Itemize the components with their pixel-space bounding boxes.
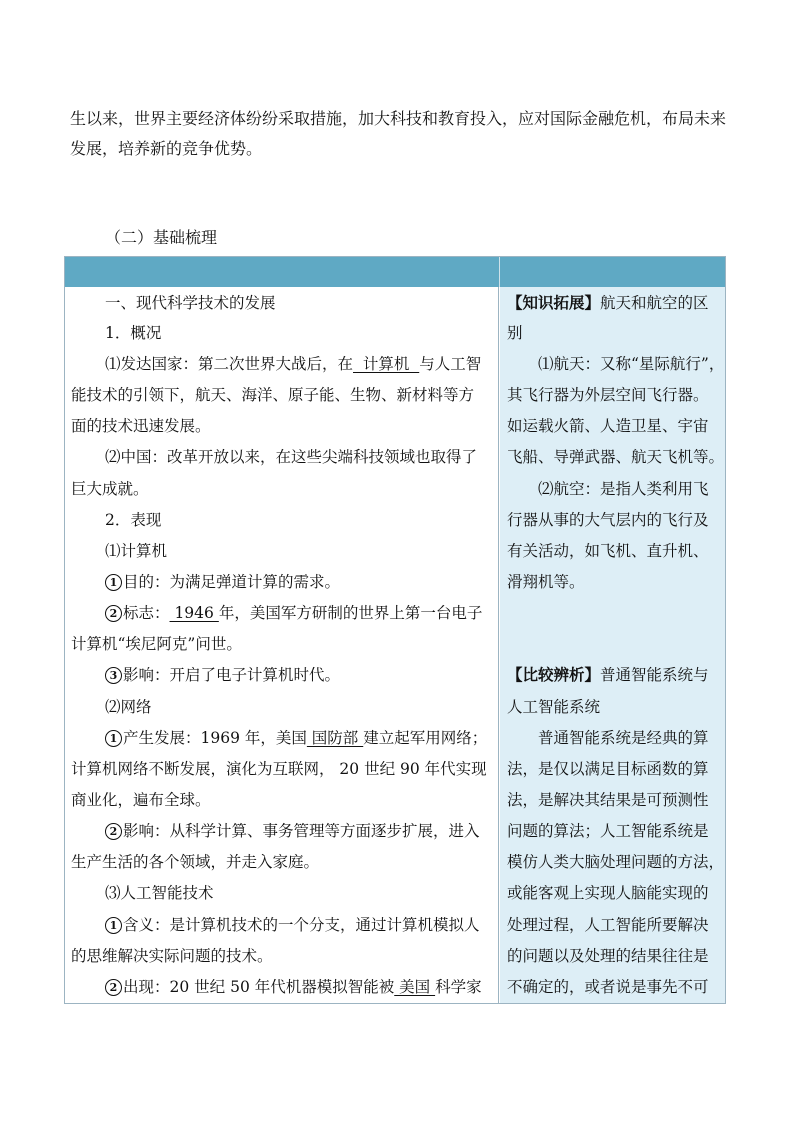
text-fragment: 出现：20 世纪 50 年代机器模拟智能被 xyxy=(123,978,395,996)
text-line: ⑵中国：改革开放以来，在这些尖端科技领域也取得了 xyxy=(105,448,478,466)
text-line: 不确定的，或者说是事先不可 xyxy=(507,978,709,996)
circled-number-2: 2 xyxy=(105,605,122,622)
text-line: 问题的算法；人工智能系统是 xyxy=(507,822,709,840)
text-line: ⑴航天：又称“星际航行”， xyxy=(538,355,725,373)
circled-number-1: 1 xyxy=(105,574,122,591)
text-line: 计算机“埃尼阿克”问世。 xyxy=(71,635,242,653)
text-line: 处理过程，人工智能所要解决 xyxy=(507,916,709,934)
text-line xyxy=(105,603,482,623)
text-fragment: 标志： xyxy=(123,604,170,622)
text-line: 模仿人类大脑处理问题的方法， xyxy=(507,853,725,871)
content-table xyxy=(64,256,726,1004)
circled-number-3: 3 xyxy=(105,667,122,684)
main-notes-column xyxy=(65,287,499,1003)
subheading-ai-tech: ⑶人工智能技术 xyxy=(105,884,214,902)
text-fragment: 产生发展：1969 年，美国 xyxy=(123,729,307,747)
text-fragment: 与人工智 xyxy=(419,355,482,373)
section-title: （二）基础梳理 xyxy=(105,228,218,247)
text-line xyxy=(105,915,480,935)
table-header-bar xyxy=(65,257,725,287)
circled-number-2: 2 xyxy=(105,823,122,840)
text-line xyxy=(105,728,487,748)
text-fragment: 影响：开启了电子计算机时代。 xyxy=(123,666,341,684)
subheading-performance: 2．表现 xyxy=(105,511,162,529)
text-fragment: 航天和航空的区 xyxy=(600,294,709,312)
text-line: 或能客观上实现人脑能实现的 xyxy=(507,884,709,902)
text-line xyxy=(507,293,709,313)
text-line xyxy=(105,354,481,374)
fill-blank-usa: 美国 xyxy=(394,978,436,996)
text-fragment: 目的：为满足弹道计算的需求。 xyxy=(123,573,341,591)
text-line: 巨大成就。 xyxy=(71,480,149,498)
text-line: 行器从事的大气层内的飞行及 xyxy=(507,511,709,529)
text-line xyxy=(105,665,340,685)
text-fragment: 科学家 xyxy=(435,978,482,996)
side-notes-panel xyxy=(500,287,725,1003)
text-line: 人工智能系统 xyxy=(507,698,601,716)
text-line: 生产生活的各个领域，并走入家庭。 xyxy=(71,853,320,871)
fill-blank-defense-dept: 国防部 xyxy=(306,729,364,747)
text-line: ⑵航空：是指人类利用飞 xyxy=(538,480,709,498)
intro-line: 发展，培养新的竞争优势。 xyxy=(70,139,263,158)
text-line: 如运载火箭、人造卫星、宇宙 xyxy=(507,417,709,435)
fill-blank-computer: 计算机 xyxy=(353,355,420,373)
text-line: 法，是仅以满足目标函数的算 xyxy=(507,760,709,778)
subheading-computer: ⑴计算机 xyxy=(105,542,168,560)
text-fragment: 年，美国军方研制的世界上第一台电子 xyxy=(218,604,483,622)
text-line: 法，是解决其结果是可预测性 xyxy=(507,791,709,809)
text-line xyxy=(507,665,709,685)
text-line: 的思维解决实际问题的技术。 xyxy=(71,947,273,965)
text-fragment: 含义：是计算机技术的一个分支，通过计算机模拟人 xyxy=(123,916,480,934)
fill-blank-1946: 1946 xyxy=(169,604,219,622)
text-fragment: 影响：从科学计算、事务管理等方面逐步扩展，进入 xyxy=(123,822,480,840)
text-line: 能技术的引领下，航天、海洋、原子能、生物、新材料等方 xyxy=(71,386,475,404)
text-line: 其飞行器为外层空间飞行器。 xyxy=(507,386,709,404)
text-fragment: ⑴发达国家：第二次世界大战后，在 xyxy=(105,355,354,373)
text-line xyxy=(105,821,480,841)
text-line xyxy=(105,977,482,997)
subheading-overview: 1．概况 xyxy=(105,324,162,342)
tag-knowledge-extension: 【知识拓展】 xyxy=(507,293,601,312)
header-divider xyxy=(499,257,500,287)
text-line: 面的技术迅速发展。 xyxy=(71,417,211,435)
text-line: 普通智能系统是经典的算 xyxy=(538,729,709,747)
tag-comparison: 【比较辨析】 xyxy=(507,665,601,684)
text-line: 别 xyxy=(507,324,523,342)
text-line: 飞船、导弹武器、航天飞机等。 xyxy=(507,448,725,466)
intro-paragraph xyxy=(70,104,730,164)
heading-modern-tech: 一、现代科学技术的发展 xyxy=(105,294,276,312)
text-line: 滑翔机等。 xyxy=(507,573,585,591)
circled-number-2: 2 xyxy=(105,979,122,996)
text-fragment: 建立起军用网络； xyxy=(363,729,488,747)
text-line: 商业化，遍布全球。 xyxy=(71,791,211,809)
text-line: 计算机网络不断发展，演化为互联网， 20 世纪 90 年代实现 xyxy=(71,760,487,778)
circled-number-1: 1 xyxy=(105,917,122,934)
intro-line: 生以来，世界主要经济体纷纷采取措施，加大科技和教育投入，应对国际金融危机，布局未来 xyxy=(70,109,727,128)
text-fragment: 普通智能系统与 xyxy=(600,666,709,684)
text-line: 的问题以及处理的结果往往是 xyxy=(507,947,709,965)
subheading-network: ⑵网络 xyxy=(105,698,152,716)
text-line: 有关活动，如飞机、直升机、 xyxy=(507,542,709,560)
text-line xyxy=(105,572,340,592)
circled-number-1: 1 xyxy=(105,730,122,747)
